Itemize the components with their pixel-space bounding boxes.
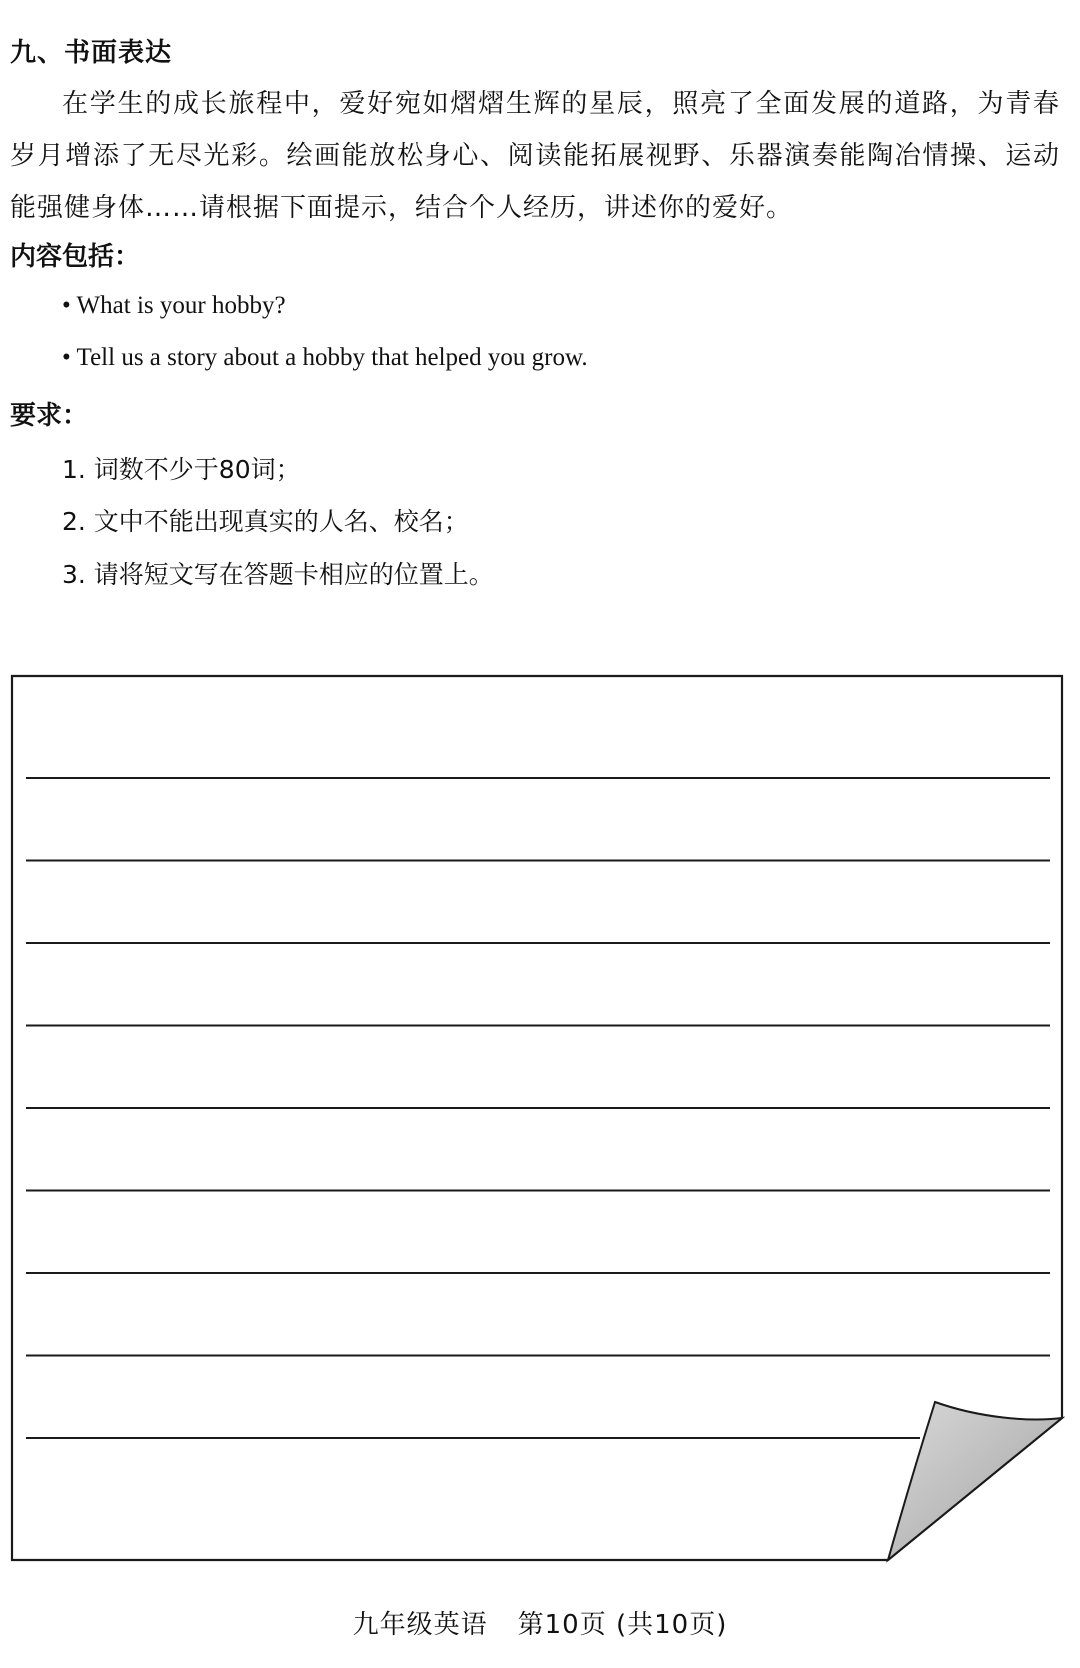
page-footer bbox=[0, 1604, 1080, 1641]
requirements-label: 要求： bbox=[10, 401, 89, 431]
intro-paragraph: 在学生的成长旅程中，爱好宛如熠熠生辉的星辰，照亮了全面发展的道路，为青春岁月增添了无尽光彩。绘画能放松身心、阅读能拓展视野、乐器演奏能陶冶情操、运动能强健身体……请根据下面提示，结合个人经历，讲述你的爱好。 bbox=[10, 89, 1060, 223]
content-bullet: • What is your hobby? bbox=[62, 292, 286, 319]
requirement-item: 1. 词数不少于80词； bbox=[62, 455, 301, 484]
writing-paper-border bbox=[12, 676, 1062, 1560]
content-label: 内容包括： bbox=[10, 242, 141, 272]
section-title: 九、书面表达 bbox=[10, 38, 173, 68]
content-bullet: • Tell us a story about a hobby that helped you grow. bbox=[62, 344, 588, 371]
footer-page-number: 第10页 (共10页) bbox=[517, 1610, 728, 1640]
requirement-item: 3. 请将短文写在答题卡相应的位置上。 bbox=[62, 560, 494, 589]
requirement-item: 2. 文中不能出现真实的人名、校名； bbox=[62, 507, 469, 536]
footer-subject: 九年级英语 bbox=[352, 1610, 488, 1640]
